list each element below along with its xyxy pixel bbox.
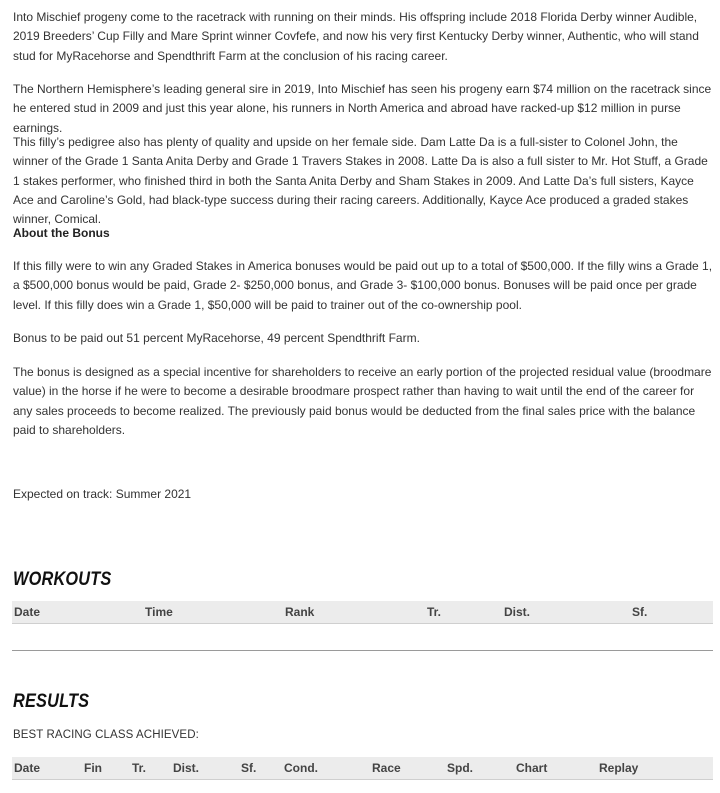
results-col-race: Race — [372, 761, 401, 775]
results-col-fin: Fin — [84, 761, 102, 775]
results-col-spd: Spd. — [447, 761, 473, 775]
results-col-replay: Replay — [599, 761, 639, 775]
bonus-heading: About the Bonus — [13, 226, 110, 240]
workouts-col-time: Time — [145, 605, 173, 619]
results-col-chart: Chart — [516, 761, 548, 775]
results-col-tr: Tr. — [132, 761, 147, 775]
bonus-split-paragraph: Bonus to be paid out 51 percent MyRacehorse, 49 percent Spendthrift Farm. — [13, 331, 420, 345]
results-col-cond: Cond. — [284, 761, 318, 775]
workouts-col-dist: Dist. — [504, 605, 531, 619]
results-col-date: Date — [14, 761, 41, 775]
bonus-explanation-paragraph: The bonus is designed as a special incentive for shareholders to receive an early portion of the projected residual value (broodmare value) in the horse if he were to become a desirable broodmare prospect rather than having to wait until the end of the career for any sales proceeds to become realized. The previously paid bonus would be deducted from the final sales price with the balance paid to shareholders. — [13, 365, 712, 437]
results-table-header — [12, 757, 713, 780]
results-title: RESULTS — [13, 691, 90, 712]
expected-on-track: Expected on track: Summer 2021 — [13, 487, 192, 501]
workouts-col-rank: Rank — [285, 605, 315, 619]
workouts-col-sf: Sf. — [632, 605, 648, 619]
workouts-title: WORKOUTS — [13, 569, 112, 590]
pedigree-paragraph: This filly’s pedigree also has plenty of quality and upside on her female side. Dam Latte Da is a full-sister to Colonel John, the winner of the Grade 1 Santa Anita Derby and Grade 1 Travers Stakes in 2008. Latte Da is also a full sister to Mr. Hot Stuff, a Grade 1 stakes performer, who finished third in both the Santa Anita Derby and Sham Stakes in 2009. And Latte Da’s full sisters, Kayce Ace and Caroline’s Gold, had black-type success during their racing careers. Additionally, Kayce Ace produced a graded stakes winner, Comical. — [13, 135, 708, 227]
workouts-col-tr: Tr. — [427, 605, 442, 619]
leading-sire-paragraph: The Northern Hemisphere’s leading general sire in 2019, Into Mischief has seen his progeny earn $74 million on the racetrack since he entered stud in 2009 and just this year alone, his runners in North America and abroad have racked-up $12 million in purse earnings. — [13, 82, 712, 135]
workouts-table-header — [12, 601, 713, 624]
bonus-terms-paragraph: If this filly were to win any Graded Stakes in America bonuses would be paid out up to a total of $500,000. If the filly wins a Grade 1, a $500,000 bonus would be paid, Grade 2- $250,000 bonus, and Grade 3- $100,000 bonus. Bonuses will be paid once per grade level. If this filly does win a Grade 1, $50,000 will be paid to trainer out of the co-ownership pool. — [13, 259, 713, 312]
sire-paragraph: Into Mischief progeny come to the racetrack with running on their minds. His offspring include 2018 Florida Derby winner Audible, 2019 Breeders’ Cup Filly and Mare Sprint winner Covfefe, and now his very first Kentucky Derby winner, Authentic, who will stand stud for MyRacehorse and Spendthrift Farm at the conclusion of his racing career. — [13, 10, 699, 63]
workouts-col-date: Date — [14, 605, 41, 619]
results-col-sf: Sf. — [241, 761, 257, 775]
results-col-dist: Dist. — [173, 761, 200, 775]
best-racing-class-label: BEST RACING CLASS ACHIEVED: — [13, 729, 199, 741]
workouts-table-bottom-rule — [12, 650, 713, 651]
